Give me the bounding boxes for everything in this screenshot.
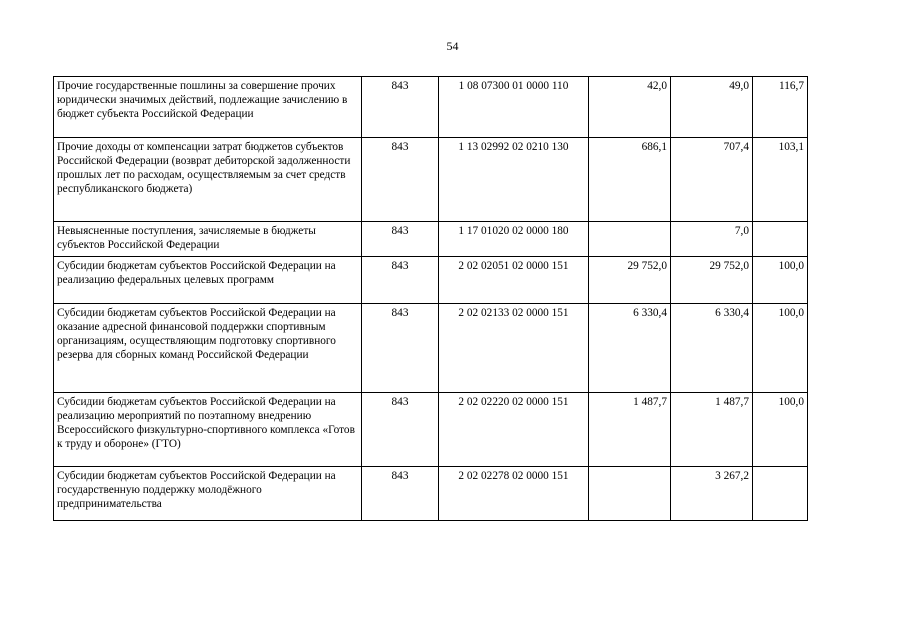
cell-value-1: 686,1 [589, 138, 671, 222]
cell-value-2: 6 330,4 [671, 304, 753, 393]
cell-admin-code: 843 [362, 304, 439, 393]
table-row [54, 467, 808, 521]
cell-budget-code: 1 13 02992 02 0210 130 [439, 138, 589, 222]
cell-admin-code: 843 [362, 393, 439, 467]
cell-value-2: 49,0 [671, 77, 753, 138]
cell-admin-code: 843 [362, 257, 439, 304]
cell-value-3 [753, 222, 808, 257]
cell-value-1: 29 752,0 [589, 257, 671, 304]
table-row [54, 77, 808, 138]
cell-admin-code: 843 [362, 138, 439, 222]
cell-name: Субсидии бюджетам субъектов Российской Федерации на государственную поддержку молодёжного предпринимательства [54, 467, 362, 521]
cell-name: Субсидии бюджетам субъектов Российской Федерации на реализацию федеральных целевых программ [54, 257, 362, 304]
cell-admin-code: 843 [362, 222, 439, 257]
page-number: 54 [446, 39, 459, 53]
cell-value-3 [753, 467, 808, 521]
cell-value-2: 3 267,2 [671, 467, 753, 521]
cell-value-3: 103,1 [753, 138, 808, 222]
table-row [54, 393, 808, 467]
cell-admin-code: 843 [362, 467, 439, 521]
cell-value-3: 100,0 [753, 304, 808, 393]
cell-value-2: 707,4 [671, 138, 753, 222]
cell-budget-code: 1 08 07300 01 0000 110 [439, 77, 589, 138]
cell-value-2: 29 752,0 [671, 257, 753, 304]
cell-value-2: 1 487,7 [671, 393, 753, 467]
budget-table [53, 76, 808, 521]
cell-name: Прочие государственные пошлины за совершение прочих юридически значимых действий, подлежащие зачислению в бюджет субъекта Российской Федерации [54, 77, 362, 138]
cell-value-1: 42,0 [589, 77, 671, 138]
table-row [54, 257, 808, 304]
cell-value-3: 100,0 [753, 393, 808, 467]
cell-name: Прочие доходы от компенсации затрат бюджетов субъектов Российской Федерации (возврат дебиторской задолженности прошлых лет по расходам, осуществляемым за счет средств республиканского бюджета) [54, 138, 362, 222]
table-row [54, 138, 808, 222]
table-row [54, 222, 808, 257]
cell-name: Субсидии бюджетам субъектов Российской Федерации на оказание адресной финансовой поддержки спортивным организациям, осуществляющим подготовку спортивного резерва для сборных команд Российской Федерации [54, 304, 362, 393]
cell-value-1 [589, 467, 671, 521]
cell-name: Субсидии бюджетам субъектов Российской Федерации на реализацию мероприятий по поэтапному внедрению Всероссийского физкультурно-спортивного комплекса «Готов к труду и обороне» (ГТО) [54, 393, 362, 467]
cell-budget-code: 2 02 02278 02 0000 151 [439, 467, 589, 521]
table-row [54, 304, 808, 393]
cell-name: Невыясненные поступления, зачисляемые в бюджеты субъектов Российской Федерации [54, 222, 362, 257]
cell-value-3: 100,0 [753, 257, 808, 304]
cell-value-3: 116,7 [753, 77, 808, 138]
cell-budget-code: 2 02 02133 02 0000 151 [439, 304, 589, 393]
cell-value-1: 1 487,7 [589, 393, 671, 467]
cell-value-1: 6 330,4 [589, 304, 671, 393]
cell-value-2: 7,0 [671, 222, 753, 257]
cell-budget-code: 2 02 02220 02 0000 151 [439, 393, 589, 467]
cell-admin-code: 843 [362, 77, 439, 138]
cell-value-1 [589, 222, 671, 257]
cell-budget-code: 1 17 01020 02 0000 180 [439, 222, 589, 257]
cell-budget-code: 2 02 02051 02 0000 151 [439, 257, 589, 304]
